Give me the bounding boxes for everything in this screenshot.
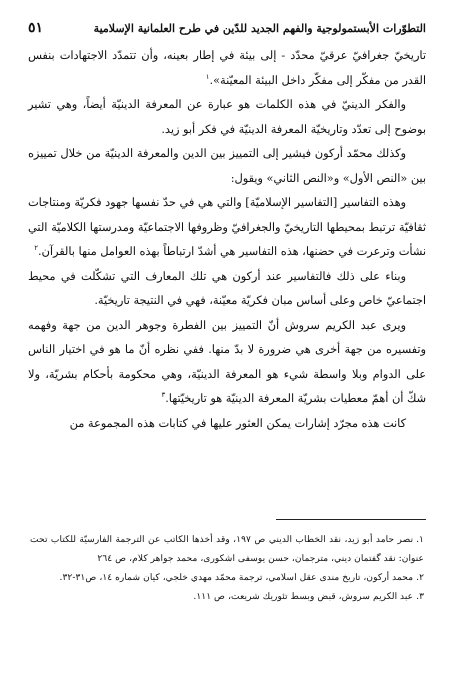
paragraph-text: وهذه التفاسير [التفاسير الإسلاميّة] والتي هي في حدّ نفسها جهود فكريّة ومنتاجات ثقافيّة ترتبط بمحيطها التاريخيّ والجغرافيّ وظروفها الاجتماعيّة ومدرستها الكلاميّة التي نشأت وترعرت في حضنها، هذه التفاسير هي أشدّ ارتباطاً بهذه العوامل منها بالقرآن. xyxy=(28,196,426,258)
footnote xyxy=(30,587,424,606)
paragraph xyxy=(28,44,426,93)
paragraph-text: ويرى عبد الكريم سروش أنّ التمييز بين الفطرة وجوهر الدين من جهة وفهمه وتفسيره من جهة أخرى هي ضرورة لا بدّ منها. ففي نظره أنّ ما هو في اختيار الناس على الدوام وبلا واسطة شيء هو المعرفة الدينيّة، وهي محكومة بأحكام بشريّة، ولا شكّ أن أهمّ معطيات بشريّة المعرفة الدينيّة هو تاريخيّتها. xyxy=(28,318,426,405)
footnotes xyxy=(30,530,424,606)
footnote-marker: ١ xyxy=(205,72,210,81)
footnote-marker: ٢ xyxy=(34,244,38,253)
page-number: ٥١ xyxy=(28,20,44,36)
footnote-text: محمد أركون، تاريخ مندى عقل اسلامي، ترجمة محمّد مهدي خلجي، كيان شماره ١٤، ص٣١-٣٢. xyxy=(59,572,414,583)
paragraph xyxy=(28,93,426,142)
footnote-divider xyxy=(276,519,426,520)
running-header xyxy=(28,20,426,40)
footnote xyxy=(30,530,424,568)
paragraph-text: وبناء على ذلك فالتفاسير عند أركون هي تلك المعارف التي تشكّلت في محيط اجتماعيّ خاص وعلى أساس مبان فكريّة معيّنة، فهي في النتيجة تاريخيّة. xyxy=(28,269,426,307)
footnote-marker: ٣ xyxy=(161,391,166,400)
footnote xyxy=(30,568,424,587)
footnote-text: نصر حامد أبو زيد، نقد الخطاب الديني ص ١٩٧، وقد أخذها الكاتب عن الترجمة الفارسيّة للكتاب تحت عنوان: نقد گفتمان ديني، مترجمان، حسن يوسفى اشكورى، محمد جواهر كلام، ص ٢٦٤ xyxy=(30,534,424,564)
running-title: التطوّرات الأبستمولوجية والفهم الجديد للدّين في طرح العلمانية الإسلامية xyxy=(93,22,426,35)
paragraph-text: وكذلك محمّد أركون فيشير إلى التمييز بين الدين والمعرفة الدينيّة من خلال تمييزه بين «النص الأول» و«النص الثاني» ويقول: xyxy=(28,147,426,185)
paragraph xyxy=(28,412,426,437)
paragraph-text: تاريخيّ جغرافيّ عرقيّ محدّد - إلى بيئة في إطار بعينه، وأن تتمدّد الاجتهادات بنفس القدر من مفكّر إلى مفكّر داخل البيئة المعيّنة». xyxy=(28,49,426,87)
paragraph xyxy=(28,265,426,314)
paragraph xyxy=(28,142,426,191)
paragraph-text: كانت هذه مجرّد إشارات يمكن العثور عليها في كتابات هذه المجموعة من xyxy=(69,416,406,430)
main-text xyxy=(28,44,426,436)
quoted-paragraph xyxy=(28,191,426,265)
footnote-number: ٣. xyxy=(416,591,424,602)
footnote-number: ١. xyxy=(416,534,424,545)
footnote-text: عبد الكريم سروش، قبض وبسط تئوريك شريعت، ص ١١١. xyxy=(193,591,414,602)
paragraph xyxy=(28,314,426,412)
footnote-number: ٢. xyxy=(416,572,424,583)
paragraph-text: والفكر الدينيّ في هذه الكلمات هو عبارة عن المعرفة الدينيّة أيضاً، وهي تشير بوضوح إلى تعدّد وتاريخيّة المعرفة الدينيّة في فكر أبو زيد. xyxy=(28,98,426,136)
